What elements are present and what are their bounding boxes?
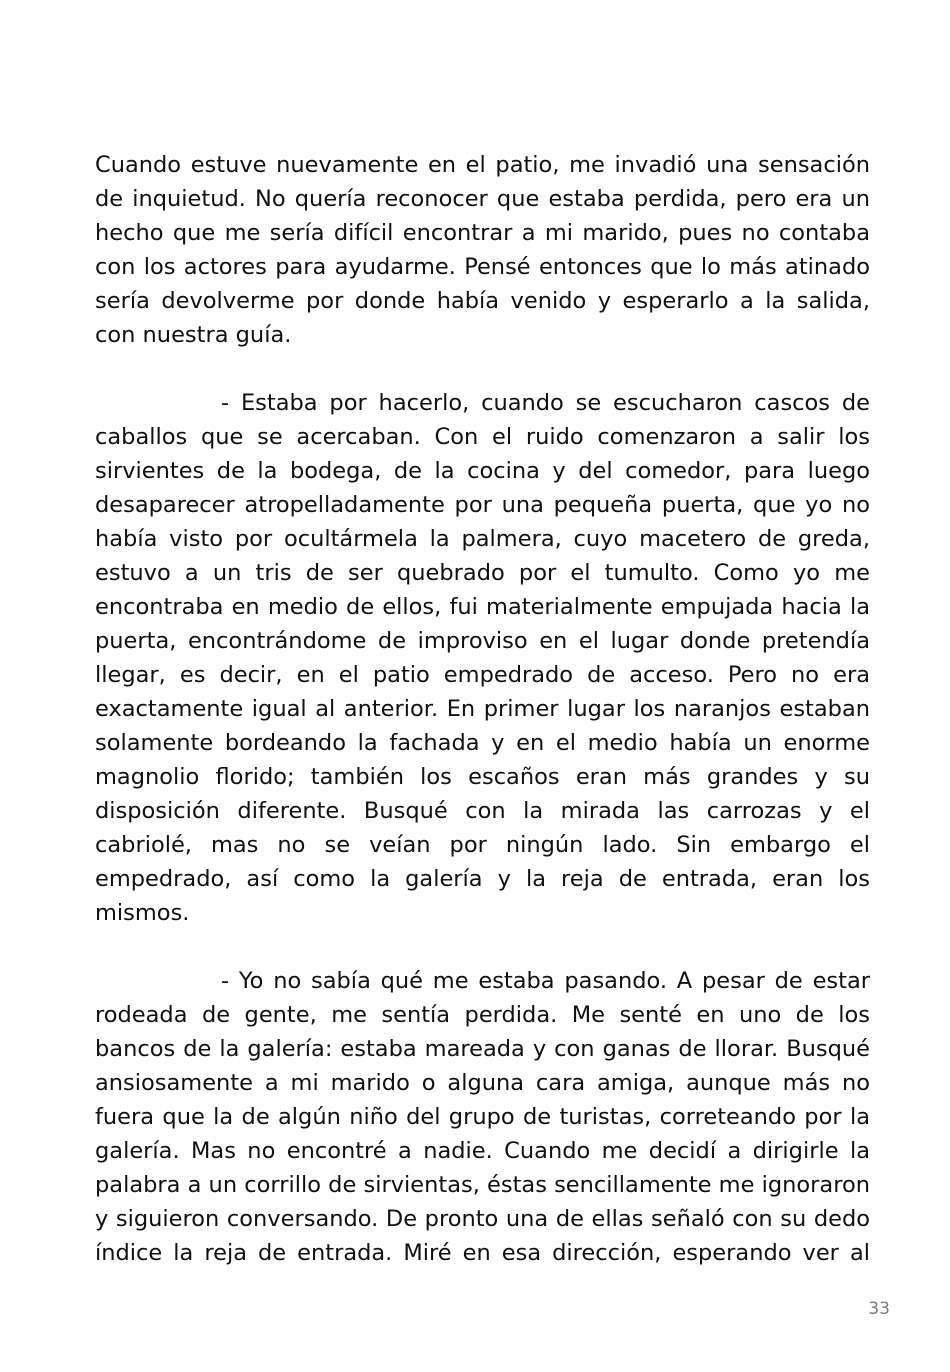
body-text <box>95 148 870 1270</box>
page-number: 33 <box>868 1299 890 1319</box>
paragraph-1: Cuando estuve nuevamente en el patio, me invadió una sensación de inquietud. No quería reconocer que estaba perdida, pero era un hecho que me sería difícil encontrar a mi marido, pues no contaba con los actores para ayudarme. Pensé entonces que lo más atinado sería devolverme por donde había venido y esperarlo a la salida, con nuestra guía. <box>95 152 870 348</box>
paragraph-3: - Yo no sabía qué me estaba pasando. A pesar de estar rodeada de gente, me sentía perdida. Me senté en uno de los bancos de la galería: estaba mareada y con ganas de llorar. Busqué ansiosamente a mi marido o alguna cara amiga, aunque más no fuera que la de algún niño del grupo de turistas, correteando por la galería. Mas no encontré a nadie. Cuando me decidí a dirigirle la palabra a un corrillo de sirvientas, éstas sencillamente me ignoraron y siguieron conversando. De pronto una de ellas señaló con su dedo índice la reja de entrada. Miré en esa dirección, esperando ver al <box>95 968 870 1266</box>
paragraph-2: - Estaba por hacerlo, cuando se escucharon cascos de caballos que se acercaban. Con el ruido comenzaron a salir los sirvientes de la bodega, de la cocina y del comedor, para luego desaparecer atropelladamente por una pequeña puerta, que yo no había visto por ocultármela la palmera, cuyo macetero de greda, estuvo a un tris de ser quebrado por el tumulto. Como yo me encontraba en medio de ellos, fui materialmente empujada hacia la puerta, encontrándome de improviso en el lugar donde pretendía llegar, es decir, en el patio empedrado de acceso. Pero no era exactamente igual al anterior. En primer lugar los naranjos estaban solamente bordeando la fachada y en el medio había un enorme magnolio florido; también los escaños eran más grandes y su disposición diferente. Busqué con la mirada las carrozas y el cabriolé, mas no se veían por ningún lado. Sin embargo el empedrado, así como la galería y la reja de entrada, eran los mismos. <box>95 390 870 926</box>
